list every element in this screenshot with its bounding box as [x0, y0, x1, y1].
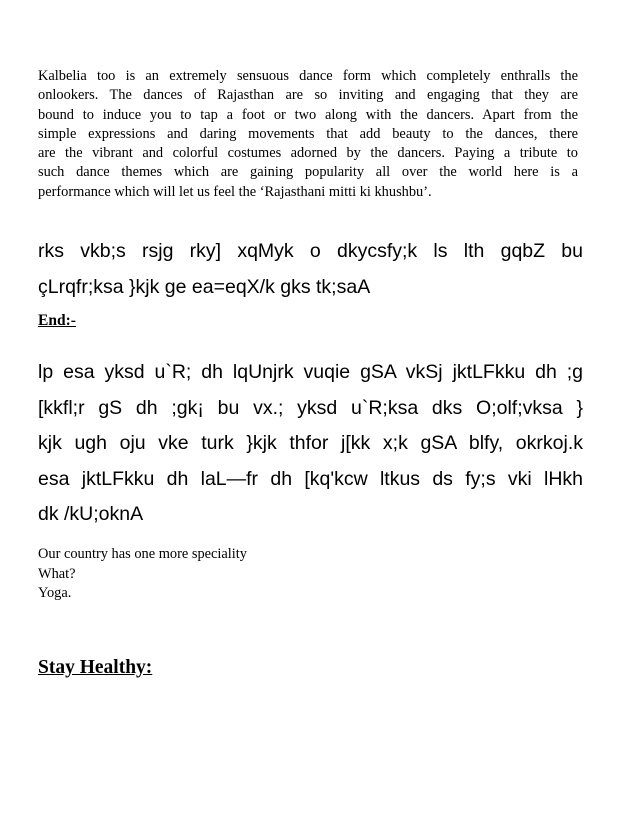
paragraph-line: Kalbelia too is an extremely sensuous dance form which completely enthralls the	[38, 68, 578, 84]
paragraph-line: bound to induce you to tap a foot or two along with the dancers. Apart from the	[38, 106, 578, 123]
hindi-line: dk /kU;oknA	[38, 503, 144, 526]
paragraph-line: are the vibrant and colorful costumes adorned by the dancers. Paying a tribute to	[38, 145, 578, 162]
hindi-line: lp esa yksd u`R; dh lqUnjrk vuqie gSA vkSj jktLFkku dh ;g	[38, 361, 583, 383]
paragraph-line: performance which will let us feel the ‘Rajasthani mitti ki khushbu’.	[38, 183, 432, 200]
closing-line-3: Yoga.	[38, 585, 72, 601]
stay-healthy-heading: Stay Healthy:	[38, 657, 153, 678]
closing-lines	[38, 545, 247, 604]
end-heading: End:-	[38, 312, 76, 329]
hindi-line: rks vkb;s rsjg rky] xqMyk o dkycsfy;k ls lth gqbZ bu	[38, 240, 583, 262]
closing-line-2: What?	[38, 565, 76, 582]
intro-paragraph	[38, 67, 578, 202]
hindi-line: esa jktLFkku dh laL—fr dh [kq'kcw ltkus ds fy;s vki lHkh	[38, 467, 583, 490]
hindi-line: çLrqfr;ksa }kjk ge ea=eqX/k gks tk;saA	[38, 275, 371, 298]
closing-line-1: Our country has one more speciality	[38, 546, 248, 562]
hindi-text-block-1	[38, 234, 583, 305]
paragraph-line: onlookers. The dances of Rajasthan are so inviting and engaging that they are	[38, 87, 578, 104]
paragraph-line: such dance themes which are gaining popularity all over the world here is a	[38, 164, 578, 181]
hindi-text-block-2	[38, 355, 583, 533]
hindi-line: kjk ugh oju vke turk }kjk thfor j[kk x;k gSA blfy, okrkoj.k	[38, 432, 583, 455]
hindi-line: [kkfl;r gS dh ;gk¡ bu vx.; yksd u`R;ksa dks O;olf;vksa }	[38, 396, 583, 419]
paragraph-line: simple expressions and daring movements that add beauty to the dances, there	[38, 125, 578, 142]
